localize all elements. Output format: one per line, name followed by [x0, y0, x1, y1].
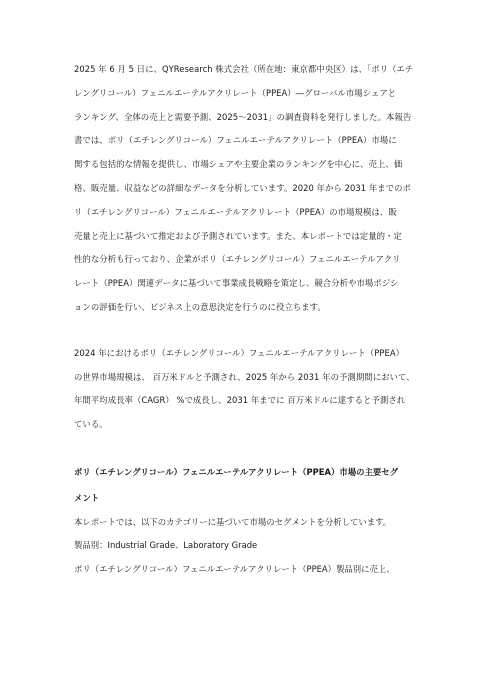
intro-paragraph: [74, 58, 414, 320]
text-line: 製品別：Industrial Grade、Laboratory Grade: [74, 540, 258, 551]
document-body: [74, 58, 415, 581]
text-line: の世界市場規模は、 百万米ドルと予測され、2025 年から 2031 年の予測期間において、: [74, 371, 415, 382]
spacer: [74, 437, 410, 459]
text-line: ョンの評価を行い、ビジネス上の意思決定を行うのに役立ちます。: [74, 301, 326, 312]
heading-line: メント: [74, 492, 100, 503]
heading-line: ポリ（エチレングリコール）フェニルエーテルアクリレート（PPEA）市場の主要セグ: [74, 466, 399, 477]
text-line: リ（エチレングリコール）フェニルエーテルアクリレート（PPEA）の市場規模は、販: [74, 206, 397, 217]
text-line: 年間平均成長率（CAGR） %で成長し、2031 年までに 百万米ドルに達すると予測され: [74, 395, 406, 406]
text-line: 本レポートでは、以下のカテゴリーに基づいて市場のセグメントを分析しています。: [74, 516, 392, 527]
section-heading: [74, 459, 410, 511]
text-line: 性的な分析も行っており、企業がポリ（エチレングリコール）フェニルエーテルアクリ: [74, 254, 401, 265]
market-size-paragraph: [74, 342, 415, 437]
text-line: ポリ（エチレングリコール）フェニルエーテルアクリレート（PPEA）製品別に売上、: [74, 563, 395, 574]
text-line: 2025 年 6 月 5 日に、QYResearch 株式会社（所在地：東京都中央区）は、「ポリ（エチ: [74, 64, 414, 74]
text-line: 書では、ポリ（エチレングリコール）フェニルエーテルアクリレート（PPEA）市場に: [74, 135, 397, 146]
text-line: レングリコール）フェニルエーテルアクリレート（PPEA）―グローバル市場シェアと: [74, 87, 397, 98]
text-line: レート（PPEA）関連データに基づいて事業成長戦略を策定し、競合分析や市場ポジシ: [74, 278, 399, 289]
text-line: 格、販売量、収益などの詳細なデータを分析しています。2020 年から 2031 年までのポ: [74, 182, 411, 193]
text-line: 売量と売上に基づいて推定および予測されています。また、本レポートでは定量的・定: [74, 230, 402, 241]
text-line: ている。: [74, 419, 108, 430]
text-line: 関する包括的な情報を提供し、市場シェアや主要企業のランキングを中心に、売上、価: [74, 159, 403, 170]
spacer: [74, 320, 410, 342]
text-line: 2024 年におけるポリ（エチレングリコール）フェニルエーテルアクリレート（PPEA）: [74, 347, 405, 358]
segment-paragraph: [74, 511, 410, 582]
text-line: ランキング、全体の売上と需要予測、2025～2031」の調査資料を発行しました。本報告: [74, 111, 412, 122]
